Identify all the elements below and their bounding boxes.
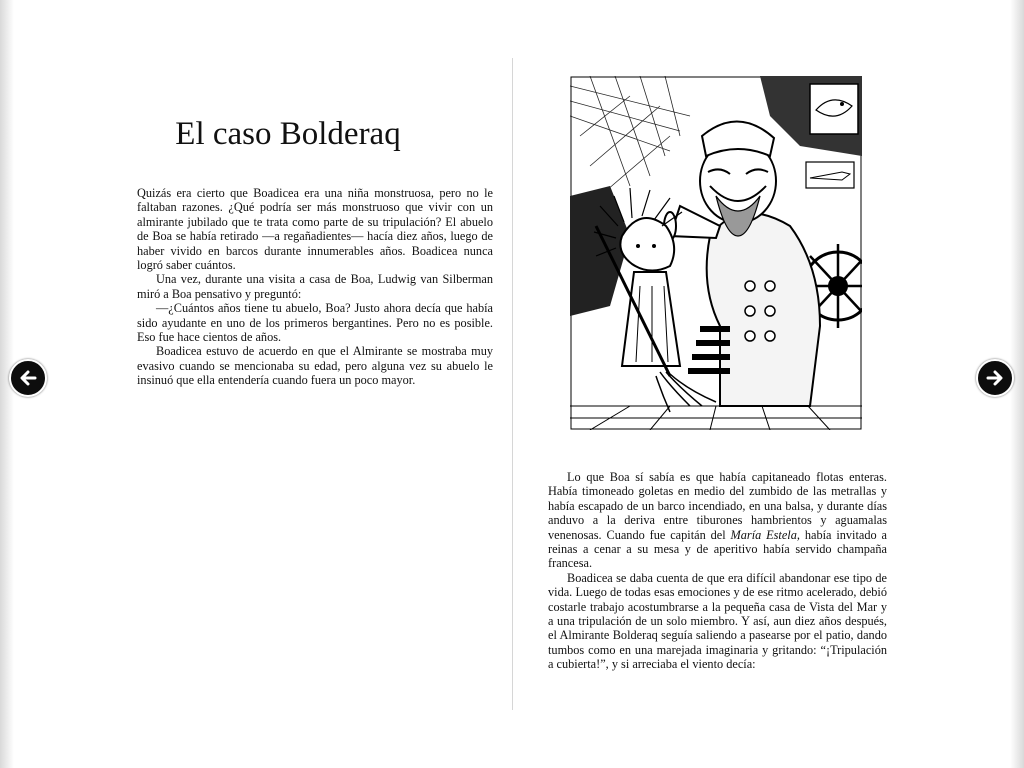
paragraph: —¿Cuántos años tiene tu abuelo, Boa? Justo ahora decía que había sido ayudante en uno de los primeros bergantines. Pero no es posible. Eso fue hace cientos de años. [137,301,493,345]
paragraph [548,470,887,571]
previous-page-button[interactable] [9,359,47,397]
left-page [14,0,512,768]
paragraph-text: había invitado a reinas a cenar a su mesa y de aperitivo había servido champaña francesa. [548,527,887,571]
admiral-illustration [570,76,862,430]
paragraph: Una vez, durante una visita a casa de Boa, Ludwig van Silberman miró a Boa pensativo y preguntó: [137,272,493,301]
paragraph: Boadicea estuvo de acuerdo en que el Almirante se mostraba muy evasivo cuando se mencionaba su edad, pero alguna vez su abuelo le insinuó que ella entendería cuando fuera un poco mayor. [137,344,493,388]
arrow-right-icon [986,369,1004,387]
paragraph: Quizás era cierto que Boadicea era una niña monstruosa, pero no le faltaban razones. ¿Qué podría ser más monstruoso que vivir con un almirante jubilado que te trata como parte de su tripulación? El abuelo de Boa se había retirado —a regañadientes— hacía diez años, luego de haber vivido en barcos durante innumerables años. Boadicea nunca logró saber cuántos. [137,186,493,273]
right-page-text [548,470,887,672]
admiral-illustration-drawing [570,76,862,430]
chapter-title: El caso Bolderaq [175,116,401,152]
next-page-button[interactable] [976,359,1014,397]
right-page [513,0,1010,768]
arrow-left-icon [19,369,37,387]
paragraph: Boadicea se daba cuenta de que era difícil abandonar ese tipo de vida. Luego de todas esas emociones y de ese ritmo acelerado, debió costarle trabajo acostumbrarse a la pequeña casa de Vista del Mar y a una tripulación de un solo miembro. Y así, aun diez años después, el Almirante Bolderaq seguía saliendo a pasearse por el patio, dando tumbos como en una marejada imaginaria y gritando: “¡Tripulación a cubierta!”, y si arreciaba el viento decía: [548,570,887,672]
paragraph-text: Lo que Boa sí sabía es que había capitaneado flotas enteras. Había timoneado goletas en medio del zumbido de las metrallas y había escapado de un barco incendiado, en una balsa, y durante días anduvo a la deriva entre tiburones hambrientos y aguamalas venenosas. Cuando fue capitán del [548,470,887,542]
ship-name: María Estela, [730,527,800,542]
left-page-text [137,186,493,388]
